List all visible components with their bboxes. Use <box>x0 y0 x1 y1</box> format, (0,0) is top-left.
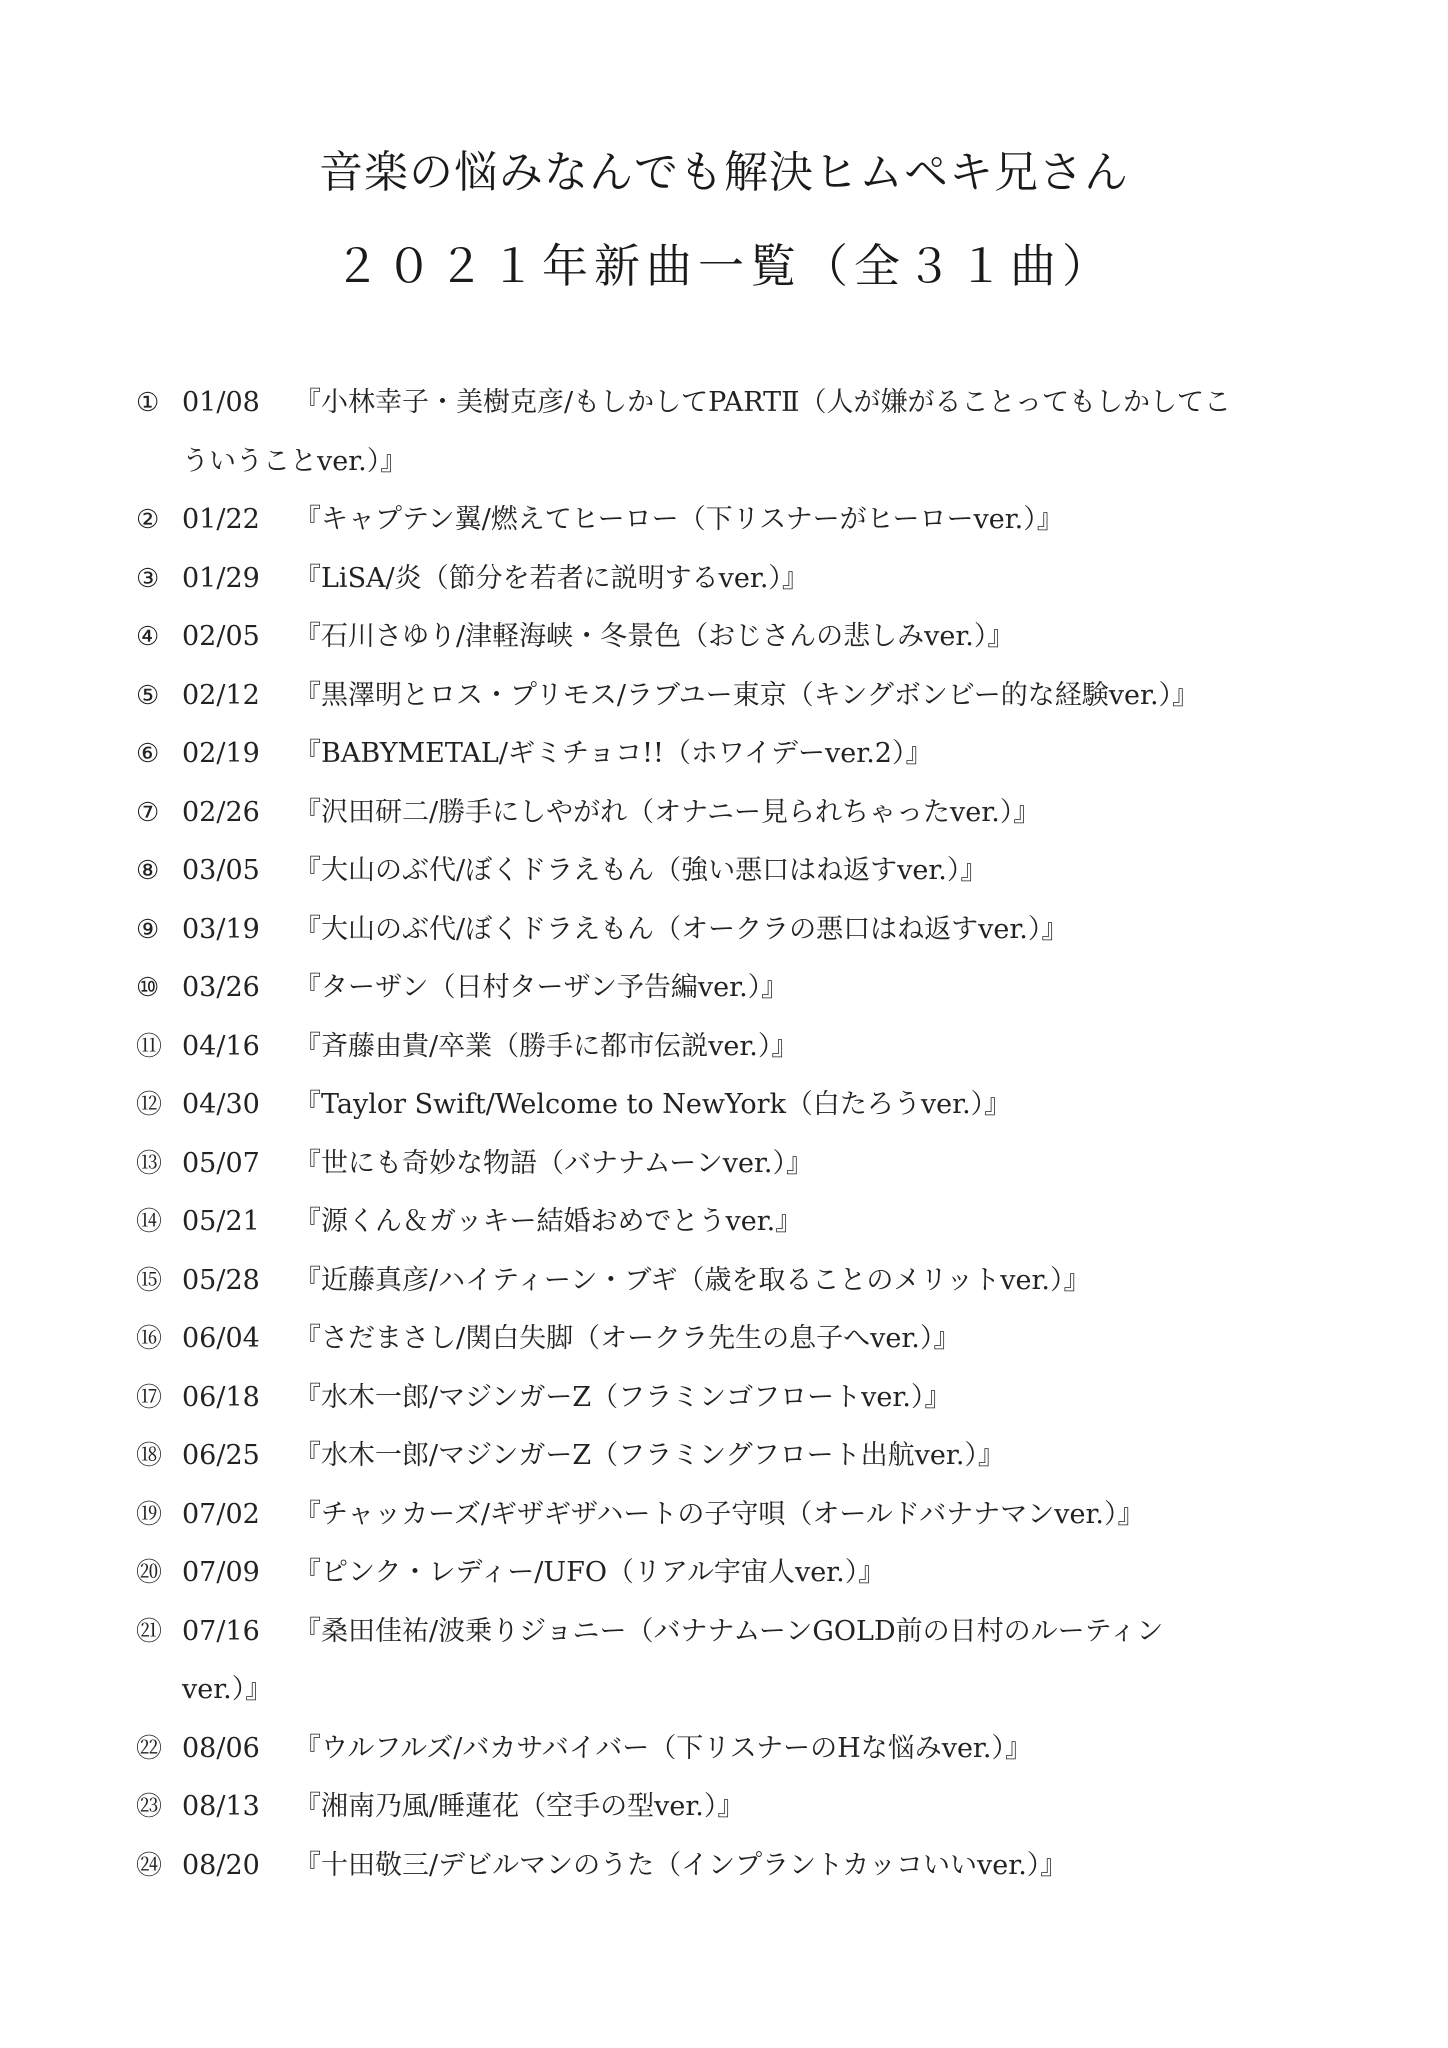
list-item <box>136 1544 1326 1603</box>
list-item-row <box>136 550 1326 609</box>
entry-song-title: 『近藤真彦/ハイティーン・ブギ（歳を取ることのメリットver.）』 <box>294 1264 1091 1296</box>
entry-date: 03/05 <box>182 855 260 886</box>
entry-number: ⑱ <box>136 1441 163 1471</box>
entry-date: 02/19 <box>182 738 260 769</box>
list-item-row <box>136 725 1326 784</box>
entry-number: ⑬ <box>136 1148 163 1179</box>
entry-number: ③ <box>136 563 160 594</box>
entry-song-title: 『石川さゆり/津軽海峡・冬景色（おじさんの悲しみver.）』 <box>294 621 1015 652</box>
entry-song-title: 『LiSA/炎（節分を若者に説明するver.）』 <box>294 562 809 594</box>
entry-song-title: 『ウルフルズ/バカサバイバー（下リスナーのHな悩みver.）』 <box>294 1732 1032 1764</box>
list-item <box>136 1135 1326 1194</box>
list-item <box>136 725 1326 784</box>
entry-number: ㉒ <box>136 1733 163 1764</box>
list-item-row <box>136 608 1326 667</box>
entry-number: ⑨ <box>136 914 160 945</box>
entry-date: 02/26 <box>182 796 260 828</box>
list-item <box>136 784 1326 843</box>
list-item-row <box>136 784 1326 843</box>
list-item <box>136 1837 1326 1896</box>
list-item <box>136 1720 1326 1779</box>
list-item <box>136 959 1326 1018</box>
list-item-row <box>136 1310 1326 1369</box>
entry-number: ⑥ <box>136 739 160 769</box>
entry-date: 05/07 <box>182 1147 260 1179</box>
list-item <box>136 608 1326 667</box>
list-item-row <box>136 1018 1326 1077</box>
entry-date: 07/16 <box>182 1615 260 1647</box>
entry-song-title: 『源くん＆ガッキー結婚おめでとうver.』 <box>294 1206 803 1237</box>
entry-date: 08/20 <box>182 1849 260 1881</box>
entry-song-title: 『BABYMETAL/ギミチョコ!!（ホワイデーver.2）』 <box>294 738 933 769</box>
entry-song-title: 『桑田佳祐/波乗りジョニー（バナナムーンGOLD前の日村のルーティン <box>294 1615 1164 1647</box>
entry-number: ⑦ <box>136 797 160 828</box>
entry-song-title: 『ピンク・レディー/UFO（リアル宇宙人ver.）』 <box>294 1557 886 1588</box>
entry-number: ⑰ <box>136 1382 163 1413</box>
list-item <box>136 901 1326 960</box>
entry-song-title-continued: ver.）』 <box>182 1674 273 1705</box>
entry-song-title: 『さだまさし/関白失脚（オークラ先生の息子へver.）』 <box>294 1323 961 1354</box>
list-item-row <box>136 1603 1326 1662</box>
entry-number: ⑫ <box>136 1090 163 1120</box>
list-item-row <box>136 667 1326 726</box>
page-subtitle: ２０２１年新曲一覧（全３１曲） <box>334 239 1114 293</box>
entry-number: ⑩ <box>136 973 160 1003</box>
entry-song-title: 『世にも奇妙な物語（バナナムーンver.）』 <box>294 1147 814 1179</box>
entry-date: 05/28 <box>182 1264 260 1296</box>
list-item-row <box>136 1252 1326 1311</box>
entry-number: ⑯ <box>136 1324 163 1354</box>
entry-date: 08/13 <box>182 1791 260 1822</box>
list-item-row <box>136 1135 1326 1194</box>
entry-song-title: 『小林幸子・美樹克彦/もしかしてPARTⅡ（人が嫌がることってもしかしてこ <box>294 387 1231 418</box>
entry-song-title: 『沢田研二/勝手にしやがれ（オナニー見られちゃったver.）』 <box>294 796 1041 828</box>
entry-song-title: 『Taylor Swift/Welcome to NewYork（白たろうver.）』 <box>294 1089 1012 1120</box>
entry-song-title: 『大山のぶ代/ぼくドラえもん（強い悪口はね返すver.）』 <box>294 855 988 886</box>
entry-song-title-continued: ういうことver.）』 <box>182 445 408 477</box>
entry-number: ㉑ <box>136 1616 163 1647</box>
entry-number: ⑧ <box>136 856 160 886</box>
entry-song-title: 『湘南乃風/睡蓮花（空手の型ver.）』 <box>294 1791 745 1822</box>
list-item <box>136 842 1326 901</box>
list-item-row <box>136 1369 1326 1428</box>
list-item-row <box>136 1076 1326 1135</box>
entry-song-title: 『十田敬三/デビルマンのうた（インプラントカッコいいver.）』 <box>294 1849 1068 1881</box>
entry-number: ⑳ <box>136 1558 163 1588</box>
entry-song-title: 『大山のぶ代/ぼくドラえもん（オークラの悪口はね返すver.）』 <box>294 913 1069 945</box>
list-item <box>136 491 1326 550</box>
entry-song-title: 『斉藤由貴/卒業（勝手に都市伝説ver.）』 <box>294 1030 799 1062</box>
entry-date: 02/12 <box>182 679 260 711</box>
entry-song-title: 『チャッカーズ/ギザギザハートの子守唄（オールドバナナマンver.）』 <box>294 1498 1145 1530</box>
entry-number: ⑤ <box>136 680 160 711</box>
list-item-row <box>136 1778 1326 1837</box>
list-item <box>136 1427 1326 1486</box>
entry-date: 04/30 <box>182 1089 260 1120</box>
list-item-row <box>136 1193 1326 1252</box>
song-list <box>136 374 1326 1895</box>
entry-song-title: 『水木一郎/マジンガーZ（フラミンゴフロートver.）』 <box>294 1381 952 1413</box>
list-item-row <box>136 1427 1326 1486</box>
entry-date: 03/19 <box>182 913 260 945</box>
list-item-row <box>136 1544 1326 1603</box>
entry-number: ⑲ <box>136 1499 163 1530</box>
list-item-row <box>136 842 1326 901</box>
entry-date: 05/21 <box>182 1206 260 1237</box>
entry-number: ㉓ <box>136 1792 163 1822</box>
entry-date: 07/09 <box>182 1557 260 1588</box>
list-item <box>136 374 1326 491</box>
entry-date: 06/25 <box>182 1440 260 1471</box>
entry-date: 06/18 <box>182 1381 260 1413</box>
list-item <box>136 1778 1326 1837</box>
list-item <box>136 1018 1326 1077</box>
entry-number: ① <box>136 388 160 418</box>
list-item <box>136 1076 1326 1135</box>
entry-date: 03/26 <box>182 972 260 1003</box>
list-item-row <box>136 374 1326 433</box>
entry-number: ⑭ <box>136 1207 163 1237</box>
list-item-row <box>136 1837 1326 1896</box>
entry-number: ② <box>136 505 160 535</box>
list-item <box>136 1369 1326 1428</box>
list-item-row <box>136 959 1326 1018</box>
entry-number: ④ <box>136 622 160 652</box>
entry-song-title: 『水木一郎/マジンガーZ（フラミングフロート出航ver.）』 <box>294 1440 1005 1471</box>
entry-date: 07/02 <box>182 1498 260 1530</box>
list-item <box>136 550 1326 609</box>
entry-number: ㉔ <box>136 1850 163 1881</box>
entry-number: ⑮ <box>136 1265 163 1296</box>
list-item-row <box>136 491 1326 550</box>
page-title: 音楽の悩みなんでも解決ヒムペキ兄さん <box>319 147 1129 198</box>
entry-date: 08/06 <box>182 1732 260 1764</box>
list-item-row <box>136 1720 1326 1779</box>
list-item <box>136 1486 1326 1545</box>
entry-date: 01/22 <box>182 504 260 535</box>
entry-date: 01/29 <box>182 562 260 594</box>
entry-song-title: 『ターザン（日村ターザン予告編ver.）』 <box>294 972 789 1003</box>
list-item-row <box>136 1486 1326 1545</box>
list-item <box>136 667 1326 726</box>
entry-song-title: 『黒澤明とロス・プリモス/ラブユー東京（キングボンビー的な経験ver.）』 <box>294 679 1200 711</box>
list-item <box>136 1193 1326 1252</box>
entry-date: 02/05 <box>182 621 260 652</box>
entry-date: 01/08 <box>182 387 260 418</box>
entry-number: ⑪ <box>136 1031 163 1062</box>
list-item <box>136 1603 1326 1720</box>
list-item <box>136 1310 1326 1369</box>
entry-song-title: 『キャプテン翼/燃えてヒーロー（下リスナーがヒーローver.）』 <box>294 504 1064 535</box>
list-item-row <box>136 901 1326 960</box>
list-item <box>136 1252 1326 1311</box>
entry-date: 06/04 <box>182 1323 260 1354</box>
entry-date: 04/16 <box>182 1030 260 1062</box>
